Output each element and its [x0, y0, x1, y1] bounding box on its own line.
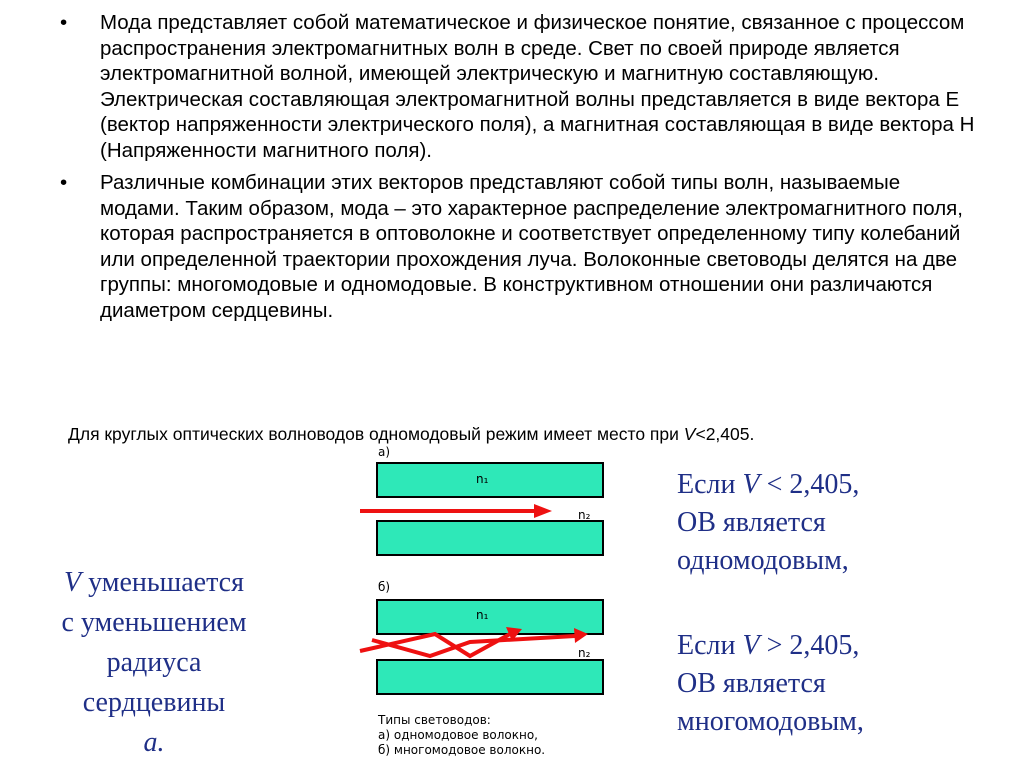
diagram-label-a: а): [378, 446, 391, 459]
radius-note-line-1: [24, 563, 284, 603]
condition-variable: V: [742, 469, 760, 500]
radius-note-line-2: с уменьшением: [61, 607, 247, 638]
caption-variable: V: [683, 424, 696, 444]
fiber-mode-diagram: [340, 446, 630, 758]
single-mode-arrowhead: [534, 504, 552, 518]
multimode-condition-line-3: многомодовым,: [677, 706, 864, 737]
legend-title: Типы световодов:: [378, 713, 491, 727]
condition-variable: V: [742, 630, 760, 661]
single-mode-condition-line-3: одномодовым,: [677, 545, 849, 576]
n1-label-b: n₁: [476, 608, 489, 622]
radius-symbol: a.: [143, 727, 165, 758]
n1-label-a: n₁: [476, 472, 489, 486]
if-word: Если: [677, 630, 743, 661]
radius-note-verb: уменьшается: [81, 567, 244, 598]
radius-note-line-5: [24, 723, 284, 763]
multimode-condition: [677, 627, 864, 741]
caption-condition: <2,405.: [695, 424, 755, 444]
bullet-item: [58, 10, 978, 163]
multimode-condition-line-1: [677, 627, 864, 665]
bullet-text: Различные комбинации этих векторов представляют собой типы волн, называемые модами. Таким образом, мода – это характерное распределение электромагнитного поля, которая распространяется в оптоволокне и соответствует определенному типу колебаний или определенной траектории прохождения луча. Волоконные световоды делятся на две группы: многомодовые и одномодовые. В конструктивном отношении они различаются диаметром сердцевины.: [100, 171, 963, 322]
cladding-bottom-a: [377, 521, 603, 555]
radius-note-line-4: сердцевины: [82, 687, 226, 718]
cladding-bottom-b: [377, 660, 603, 694]
bullet-text: Мода представляет собой математическое и физическое понятие, связанное с процессом распространения электромагнитных волн в среде. Свет по своей природе является электромагнитной волной, имеющей электрическую и магнитную составляющую. Электрическая составляющая электромагнитной волны представляется в виде вектора E (вектор напряженности электрического поля), а магнитная составляющая в виде вектора H (Напряженности магнитного поля).: [100, 11, 975, 162]
radius-note: [24, 563, 284, 763]
bullet-marker: •: [60, 11, 68, 34]
cladding-top-a: [377, 463, 603, 497]
bullet-marker: •: [60, 171, 68, 194]
if-word: Если: [677, 469, 743, 500]
legend-b: б) многомодовое волокно.: [378, 743, 546, 757]
legend-a: а) одномодовое волокно,: [378, 728, 538, 742]
bullet-list: [58, 10, 978, 330]
n2-label-a: n₂: [578, 508, 591, 522]
single-mode-condition: [677, 466, 859, 580]
diagram-label-b: б): [378, 580, 391, 594]
condition-value: < 2,405,: [759, 469, 860, 500]
bullet-item: [58, 170, 978, 323]
n2-label-b: n₂: [578, 646, 591, 660]
single-mode-condition-line-2: ОВ является: [677, 507, 826, 538]
cladding-top-b: [377, 600, 603, 634]
radius-note-line-3: радиуса: [106, 647, 202, 678]
condition-value: > 2,405,: [759, 630, 860, 661]
multimode-condition-line-2: ОВ является: [677, 668, 826, 699]
single-mode-condition-line-1: [677, 466, 859, 504]
radius-note-variable: V: [64, 567, 82, 598]
caption-text: Для круглых оптических волноводов одномодовый режим имеет место при: [68, 424, 684, 444]
single-mode-caption: [68, 424, 754, 445]
